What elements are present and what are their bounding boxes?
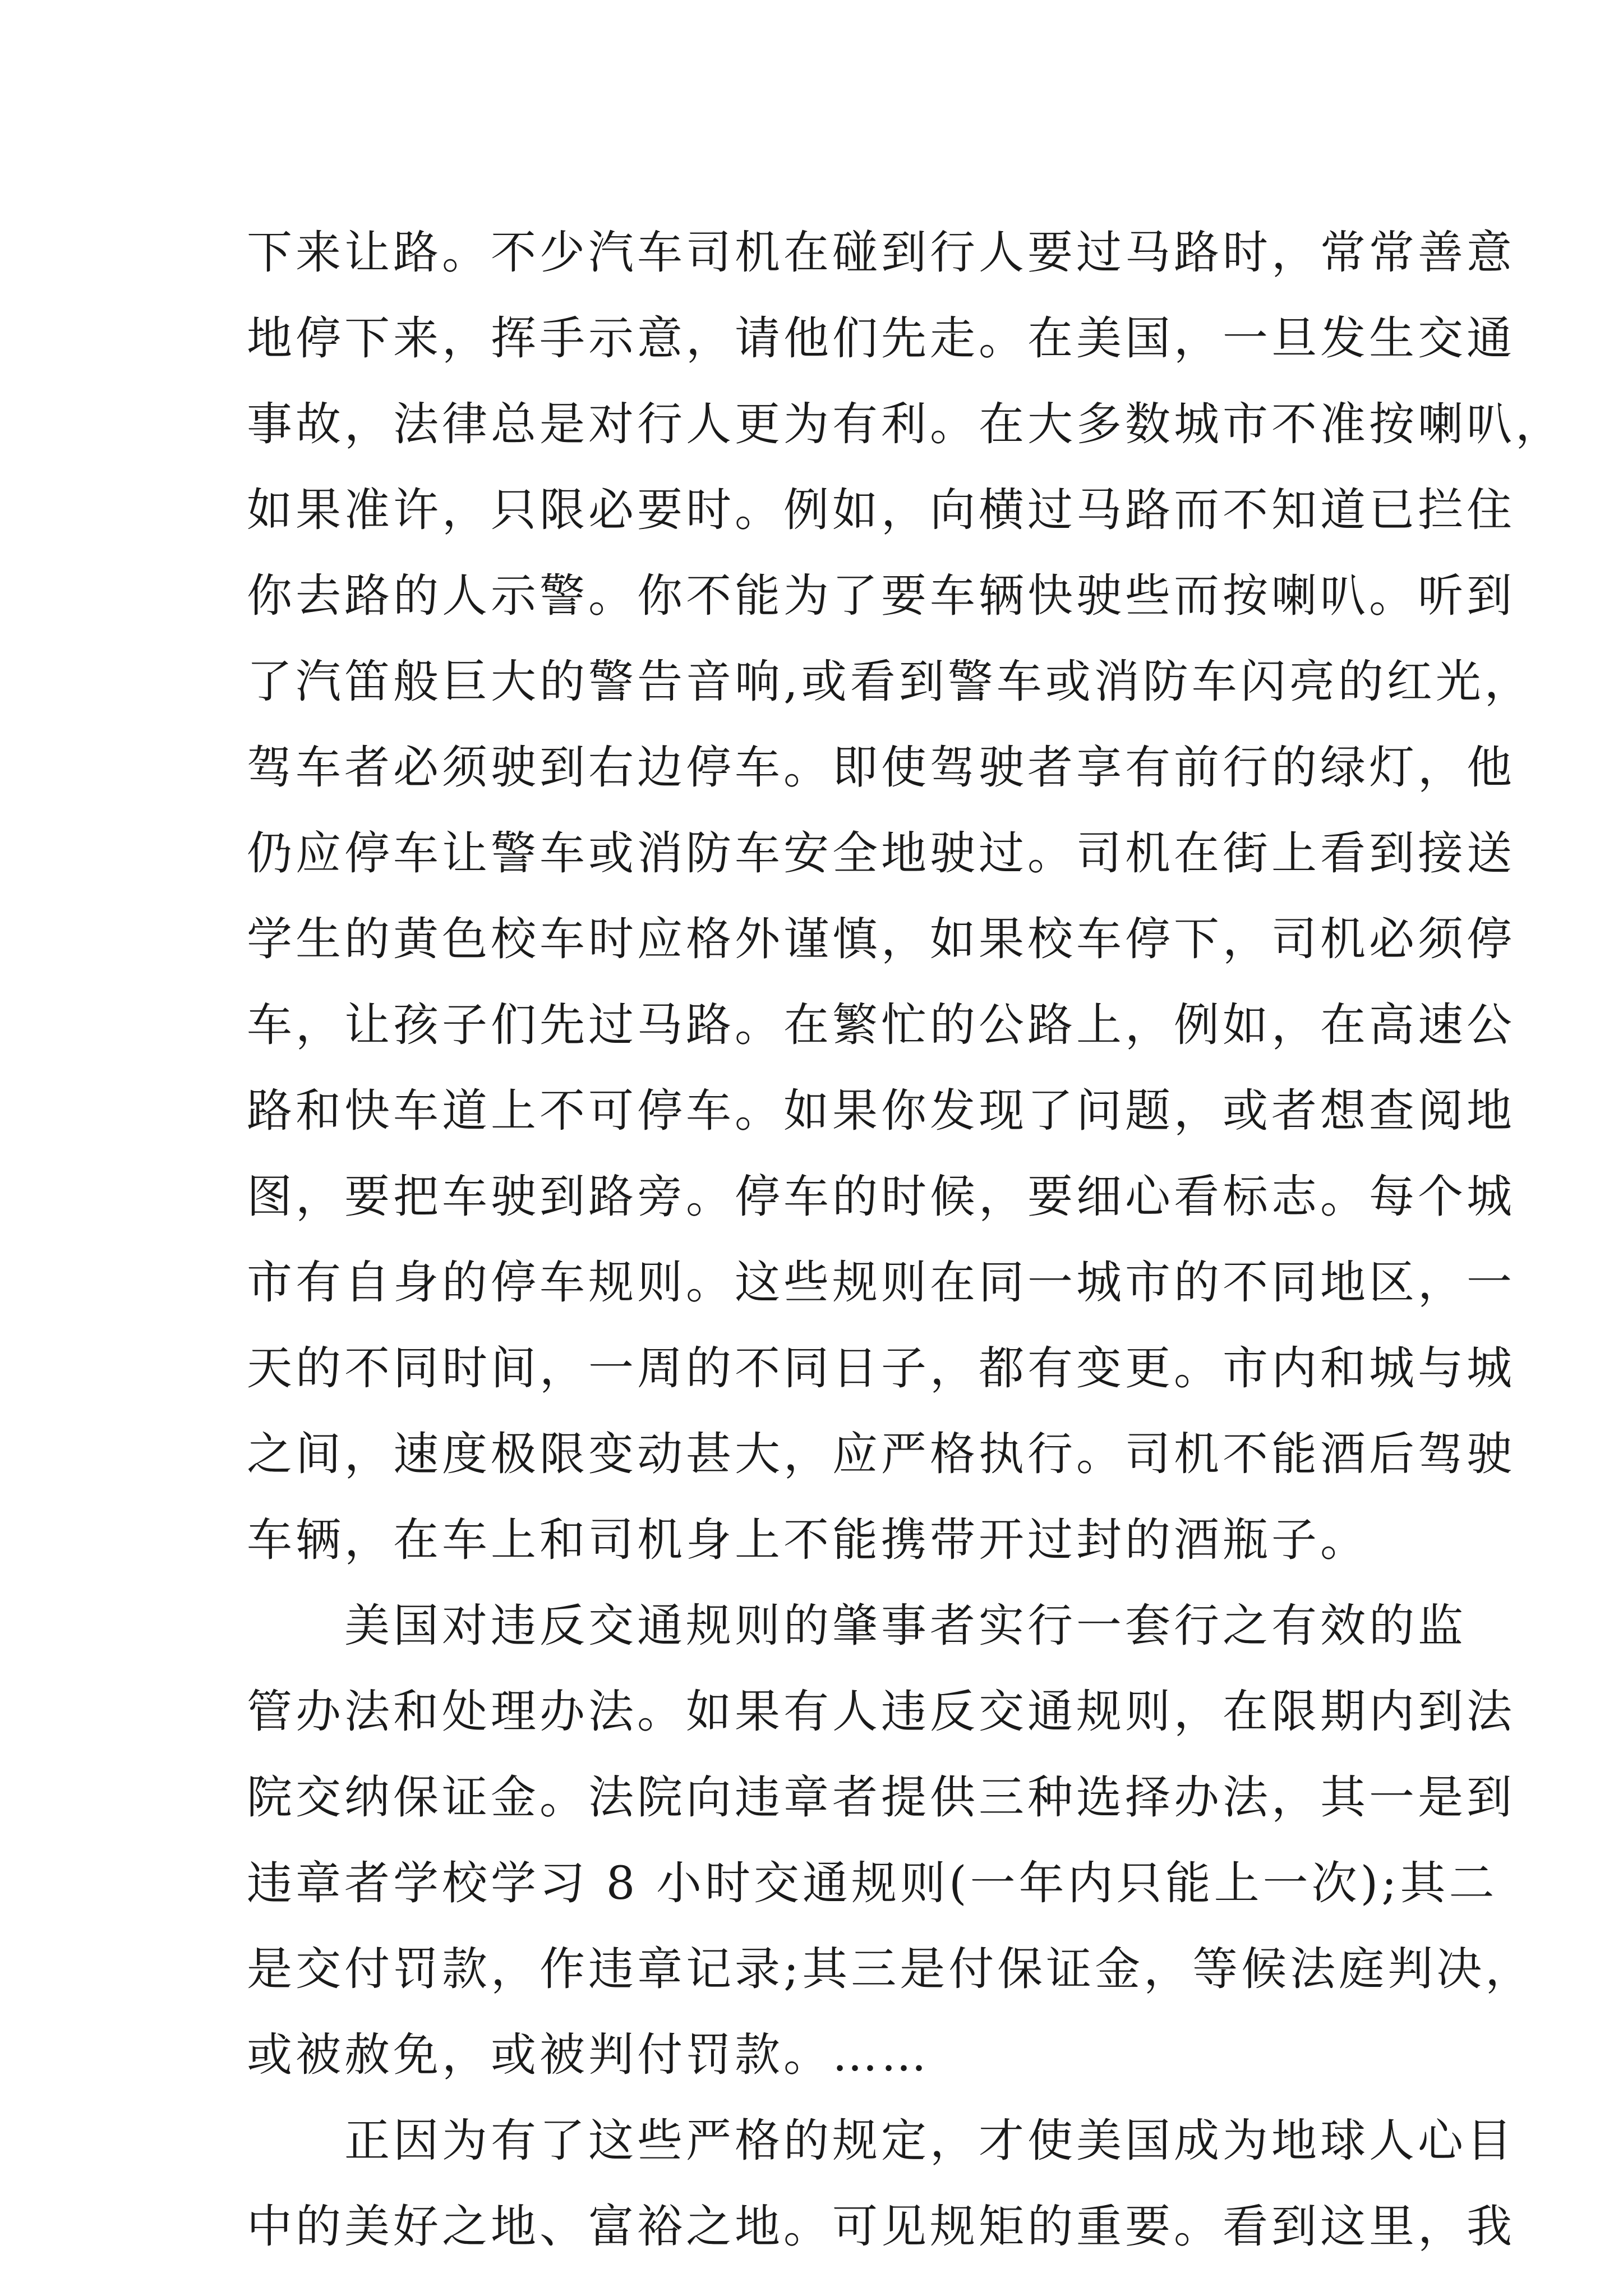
text-line: 违章者学校学习 8 小时交通规则(一年内只能上一次);其二 <box>247 1857 1498 1910</box>
text-line: 了汽笛般巨大的警告音响,或看到警车或消防车闪亮的红光， <box>247 656 1533 708</box>
text-line: 车，让孩子们先过马路。在繁忙的公路上，例如，在高速公 <box>247 999 1516 1052</box>
text-line: 是交付罚款，作违章记录;其三是付保证金，等候法庭判决， <box>247 1943 1534 1996</box>
text-line: 驾车者必须驶到右边停车。即使驾驶者享有前行的绿灯，他 <box>247 742 1516 794</box>
text-line: 市有自身的停车规则。这些规则在同一城市的不同地区，一 <box>247 1257 1516 1309</box>
text-line: 图，要把车驶到路旁。停车的时候，要细心看标志。每个城 <box>247 1171 1516 1223</box>
text-line: 你去路的人示警。你不能为了要车辆快驶些而按喇叭。听到 <box>247 570 1516 623</box>
text-line: 学生的黄色校车时应格外谨慎，如果校车停下，司机必须停 <box>247 913 1516 966</box>
text-line: 如果准许，只限必要时。例如，向横过马路而不知道已拦住 <box>247 484 1516 537</box>
text-line: 管办法和处理办法。如果有人违反交通规则，在限期内到法 <box>247 1686 1516 1738</box>
text-line: 下来让路。不少汽车司机在碰到行人要过马路时，常常善意 <box>247 227 1516 279</box>
text-line: 路和快车道上不可停车。如果你发现了问题，或者想查阅地 <box>247 1085 1516 1138</box>
text-line: 车辆，在车上和司机身上不能携带开过封的酒瓶子。 <box>247 1514 1370 1567</box>
text-line: 仍应停车让警车或消防车安全地驶过。司机在街上看到接送 <box>247 827 1516 880</box>
text-line: 或被赦免，或被判付罚款。…… <box>247 2029 930 2082</box>
text-line: 美国对违反交通规则的肇事者实行一套行之有效的监 <box>344 1600 1467 1653</box>
text-line: 地停下来，挥手示意，请他们先走。在美国，一旦发生交通 <box>247 312 1516 365</box>
text-line: 正因为有了这些严格的规定，才使美国成为地球人心目 <box>344 2115 1516 2168</box>
paragraph-2 <box>247 1584 1534 2099</box>
text-line: 中的美好之地、富裕之地。可见规矩的重要。看到这里，我 <box>247 2201 1516 2253</box>
paragraph-1 <box>247 210 1565 1584</box>
text-line: 天的不同时间，一周的不同日子，都有变更。市内和城与城 <box>247 1342 1516 1395</box>
text-line: 院交纳保证金。法院向违章者提供三种选择办法，其一是到 <box>247 1772 1516 1824</box>
paragraph-3 <box>247 2099 1516 2270</box>
document-page <box>247 210 1565 2270</box>
text-line: 事故，法律总是对行人更为有利。在大多数城市不准按喇叭， <box>247 398 1565 451</box>
text-line: 之间，速度极限变动甚大，应严格执行。司机不能酒后驾驶 <box>247 1428 1516 1481</box>
